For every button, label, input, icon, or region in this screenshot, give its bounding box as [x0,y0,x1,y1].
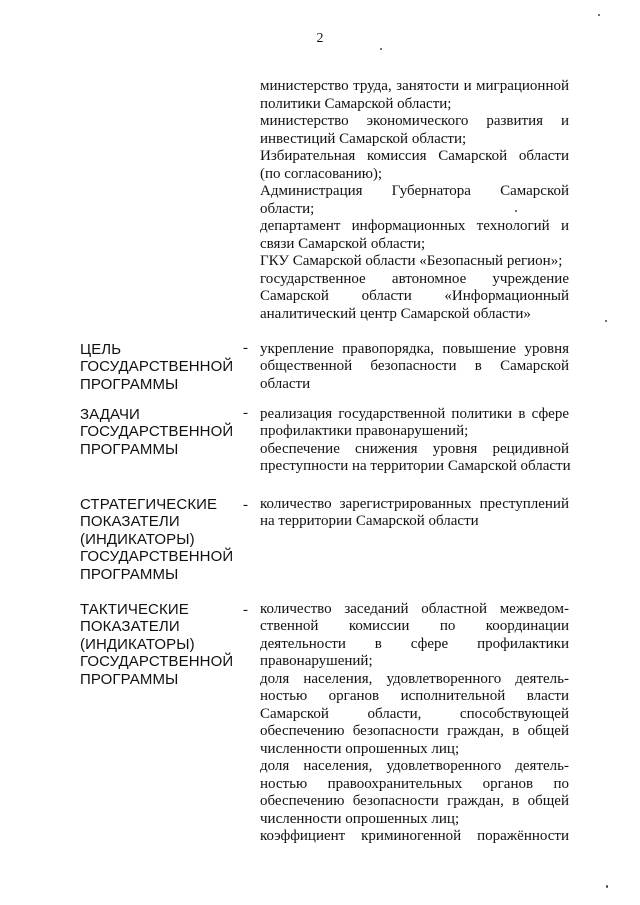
section-label: СТРАТЕГИЧЕСКИЕ [80,496,218,513]
section-label: ГОСУДАРСТВЕННОЙ [80,548,234,565]
section-text-line: обеспечению безопасности граждан, в общей [260,793,569,809]
section-text-line: доля населения, удовлетворенного деятель- [260,671,569,687]
section-text-line: количество зарегистрированных преступлений [260,496,569,512]
section-label: ТАКТИЧЕСКИЕ [80,601,189,618]
section-text-line: ственной комиссии по координации [260,618,569,634]
section-text-line: области [260,376,311,392]
section-text-line: обеспечению безопасности граждан, в общей [260,723,569,739]
section-text-line: ностью правоохранительных органов по [260,776,569,792]
scan-speck [598,14,600,16]
intro-line: Самарской области «Информационный [260,288,569,304]
dash-separator: - [243,497,248,513]
section-label: ГОСУДАРСТВЕННОЙ [80,358,234,375]
section-text-line: ностью органов исполнительной власти [260,688,569,704]
dash-separator: - [243,405,248,421]
intro-line: области; [260,201,315,217]
section-text-line: Самарской области, способствующей [260,706,569,722]
intro-line: Администрация Губернатора Самарской [260,183,569,199]
scan-speck [515,210,517,212]
section-text-line: на территории Самарской области [260,513,479,529]
section-label: ЦЕЛЬ [80,341,122,358]
intro-line: министерство экономического развития и [260,113,569,129]
section-label: ГОСУДАРСТВЕННОЙ [80,653,234,670]
section-text-line: реализация государственной политики в сфере [260,406,569,422]
dash-separator: - [243,340,248,356]
intro-line: ГКУ Самарской области «Безопасный регион»; [260,253,563,269]
section-text-line: количество заседаний областной межведом- [260,601,569,617]
section-text-line: преступности на территории Самарской области [260,458,571,474]
section-text-line: доля населения, удовлетворенного деятель- [260,758,569,774]
intro-line: инвестиций Самарской области; [260,131,467,147]
section-text-line: коэффициент криминогенной поражённости [260,828,569,844]
intro-line: связи Самарской области; [260,236,426,252]
section-text-line: укрепление правопорядка, повышение уровня [260,341,569,357]
intro-line: (по согласованию); [260,166,383,182]
page-number: 2 [316,31,324,46]
section-text-line: общественной безопасности в Самарской [260,358,569,374]
intro-line: государственное автономное учреждение [260,271,569,287]
section-label: ПОКАЗАТЕЛИ [80,618,180,635]
section-label: ПРОГРАММЫ [80,671,179,688]
section-text-line: правонарушений; [260,653,373,669]
section-label: ЗАДАЧИ [80,406,140,423]
dash-separator: - [243,602,248,618]
section-label: ПОКАЗАТЕЛИ [80,513,180,530]
intro-line: аналитический центр Самарской области» [260,306,531,322]
section-label: ПРОГРАММЫ [80,441,179,458]
section-text-line: обеспечение снижения уровня рецидивной [260,441,569,457]
section-label: ГОСУДАРСТВЕННОЙ [80,423,234,440]
intro-line: министерство труда, занятости и миграционной [260,78,569,94]
section-label: (ИНДИКАТОРЫ) [80,636,195,653]
intro-line: Избирательная комиссия Самарской области [260,148,569,164]
section-text-line: численности опрошенных лиц; [260,741,460,757]
section-label: ПРОГРАММЫ [80,566,179,583]
section-text-line: численности опрошенных лиц; [260,811,460,827]
section-label: ПРОГРАММЫ [80,376,179,393]
section-text-line: деятельности в сфере профилактики [260,636,569,652]
scan-speck [380,48,382,50]
section-text-line: профилактики правонарушений; [260,423,469,439]
intro-line: политики Самарской области; [260,96,452,112]
section-label: (ИНДИКАТОРЫ) [80,531,195,548]
intro-line: департамент информационных технологий и [260,218,569,234]
scan-speck [605,320,607,322]
scan-speck [606,885,608,888]
